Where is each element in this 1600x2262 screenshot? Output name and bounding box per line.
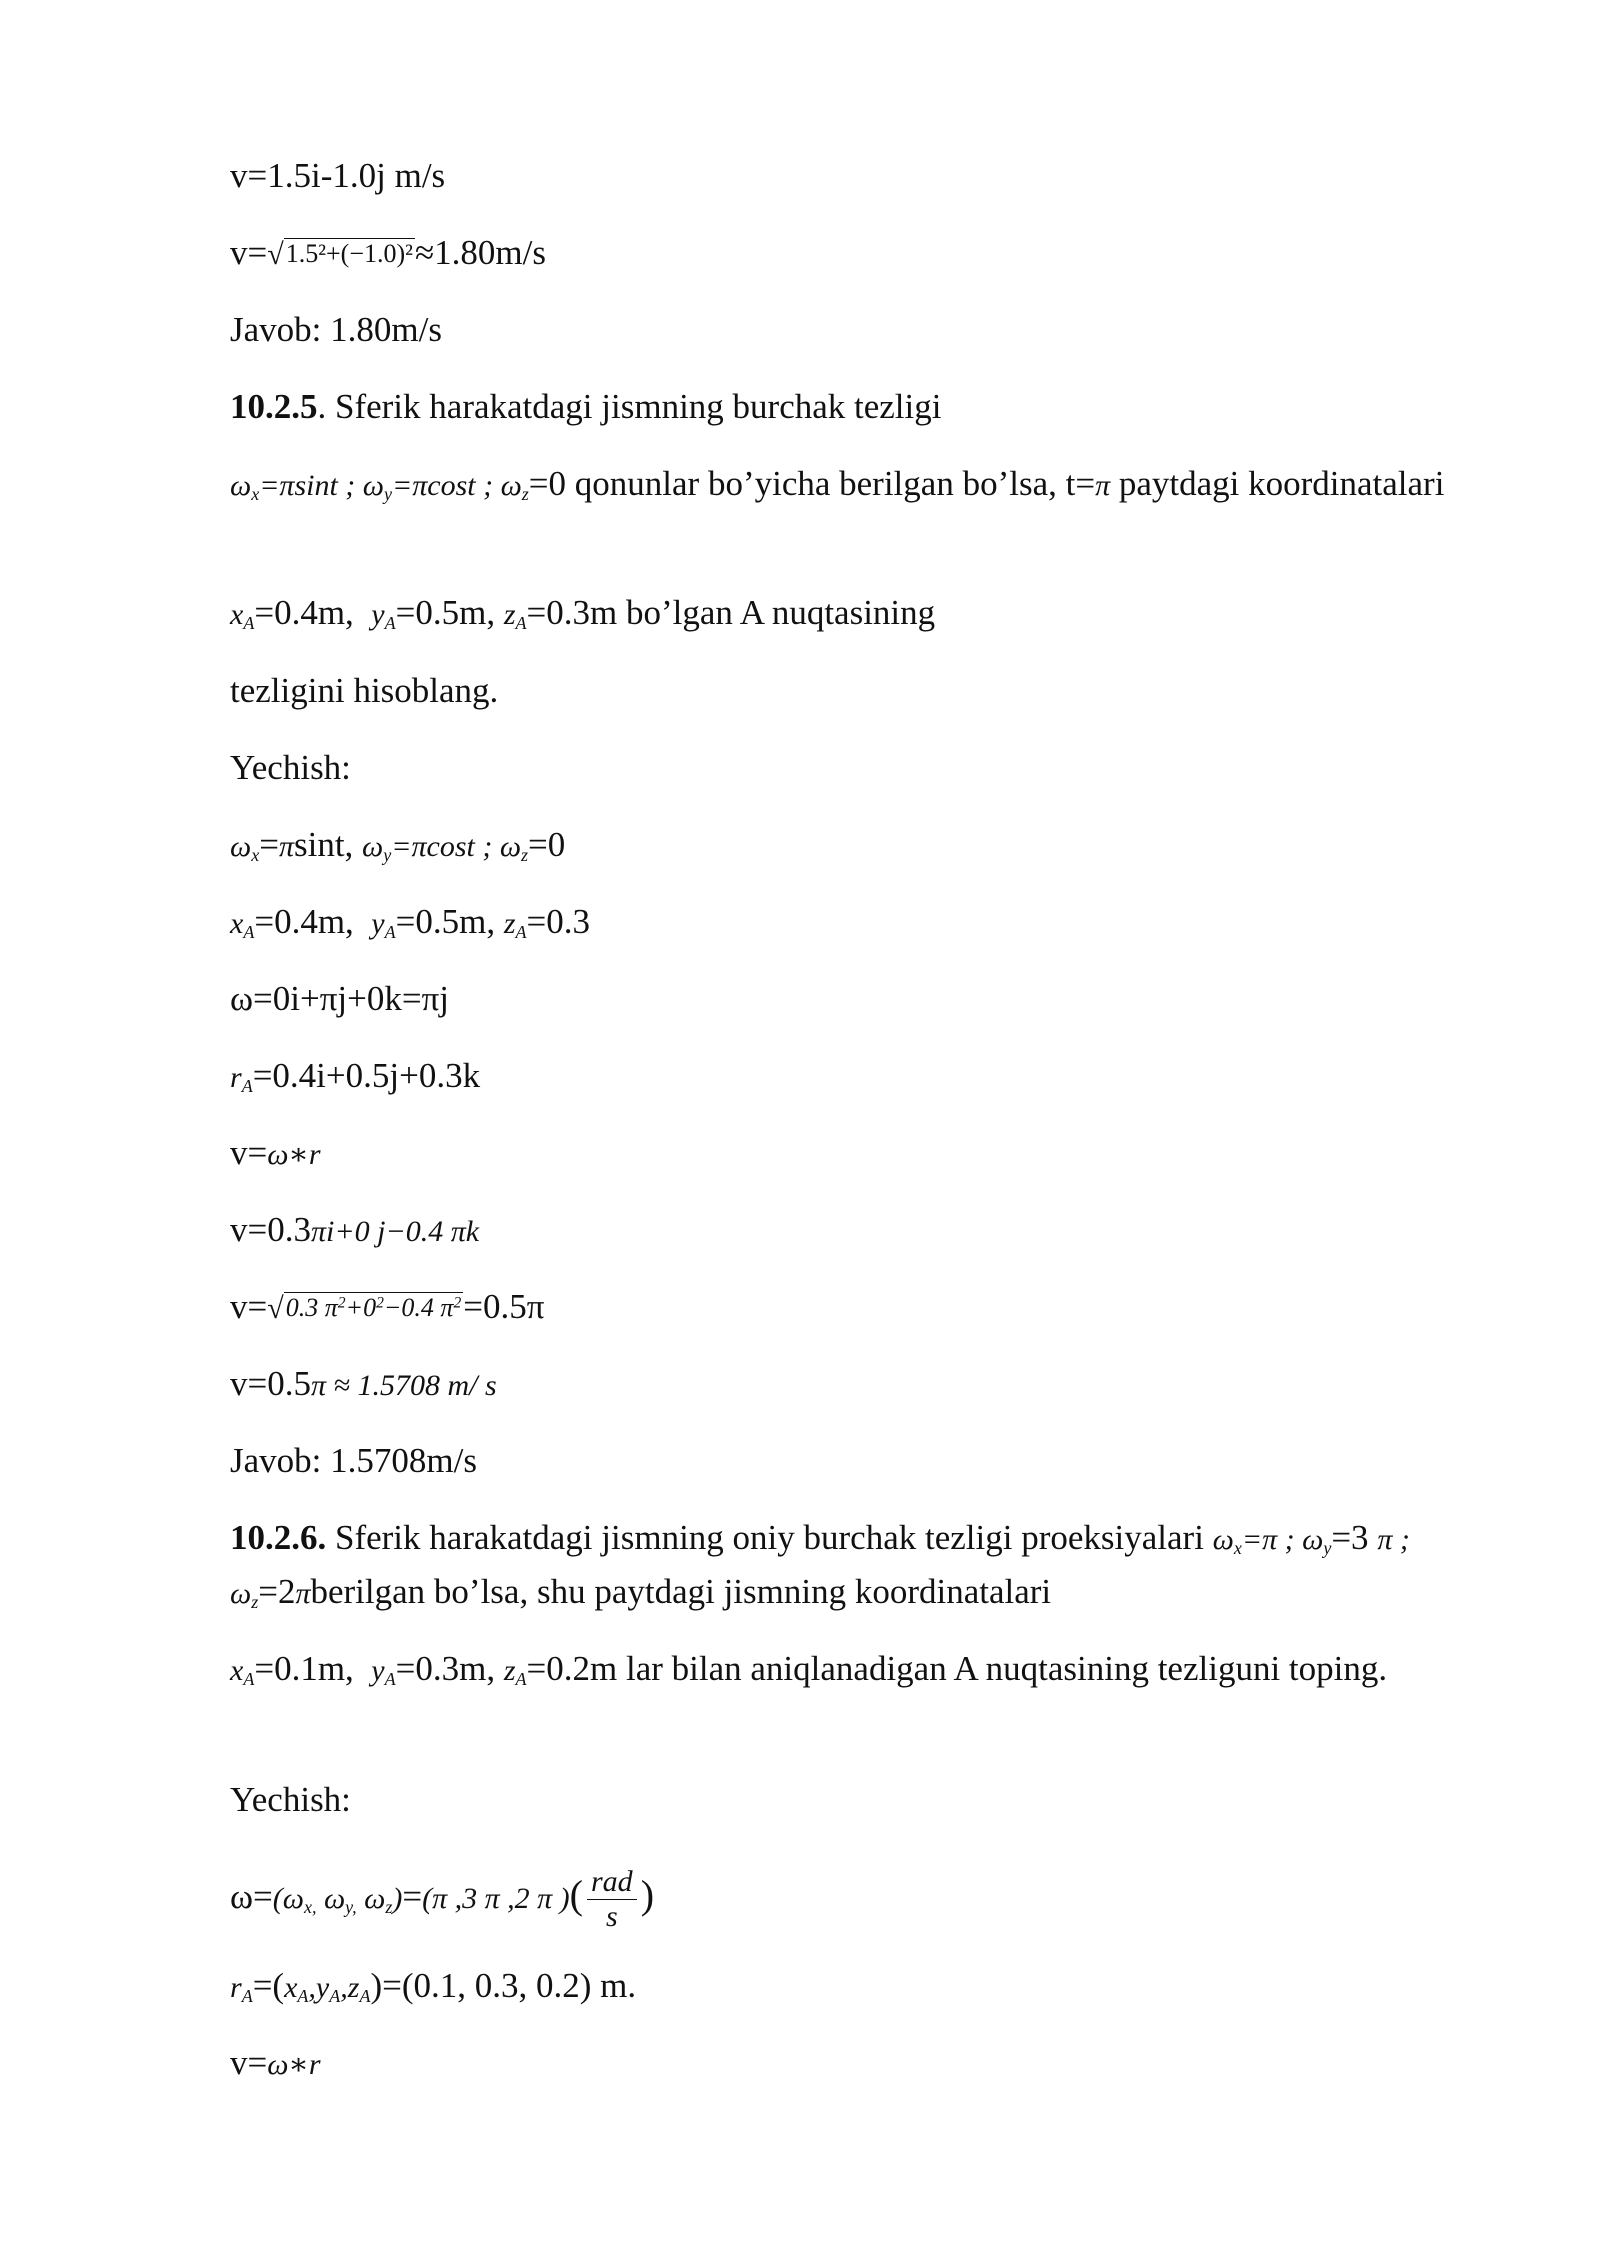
yechish-heading-1	[230, 742, 1480, 794]
velocity-magnitude-line: v=√1.5²+(−1.0)²≈1.80m/s	[230, 233, 546, 272]
v-components: πi+0 j−0.4 πk	[311, 1215, 480, 1248]
problem-10-2-5-ask	[230, 665, 1480, 717]
omega-tuple: (π ,3 π ,2 π )	[422, 1882, 570, 1915]
coords-text: bo’lgan A nuqtasining	[617, 593, 936, 632]
yechish-label: Yechish:	[230, 748, 351, 787]
problem-number: 10.2.5	[230, 387, 318, 426]
frac-den: s	[606, 1900, 618, 1934]
answer-line-1	[230, 304, 1480, 356]
omega-vector	[230, 973, 1480, 1025]
frac-num: rad	[587, 1865, 637, 1900]
yechish-heading-2	[230, 1774, 1480, 1826]
omega-components: $\omega_x=\pi\sin t$, $\omega_y=\pi\cos t$ ; $\omega_z=0$	[230, 825, 566, 866]
cross-product-line-1: v=ω∗r	[230, 1133, 321, 1172]
v-approx: ≈1.80m/s	[414, 233, 546, 272]
velocity-vector-line	[230, 150, 1480, 202]
velocity-magnitude-2: v=√0.3 $\pi^2+0^2-0.4$ $\pi^2=0.5\pi$	[230, 1287, 545, 1326]
answer-line-2	[230, 1435, 1480, 1487]
problem-title-2a: Sferik harakatdagi jismning oniy burchak tezligi proeksiyalari	[326, 1518, 1213, 1557]
problem-10-2-5-heading	[230, 381, 1480, 433]
velocity-result	[230, 1204, 1480, 1258]
omega-vector-text: ω=0i+πj+0k=πj	[230, 979, 450, 1018]
v-eq: v=	[230, 233, 268, 272]
sqrt-radicand-2: 0.3 $\pi^2+0^2-0.4$ $\pi^2$	[285, 1293, 462, 1322]
rA-vector: $r_A=0.4i+0.5j+0.3k$	[230, 1056, 481, 1097]
law-text-2: paytdagi koordinatalari	[1110, 464, 1445, 503]
rA-vector-text: =0.4i+0.5j+0.3k	[252, 1056, 481, 1095]
vmag-prefix: v=	[230, 1287, 268, 1326]
problem-number-2: 10.2.6.	[230, 1518, 327, 1557]
pi-symbol: π	[1095, 469, 1111, 502]
omega-tuple-line: $\omega=(\omega_{x,}$ $\omega_{y,}$ $\omega_z)=(\pi$ ,3 π ,2 π )( $\frac{\text{rad}}{s}$ )	[230, 1865, 655, 1934]
vapprox-value: π ≈ 1.5708 m/ s	[311, 1369, 497, 1402]
answer-text: Javob: 1.80m/s	[230, 310, 442, 349]
vmag-result: =0.5π	[463, 1287, 545, 1326]
rA-tuple: =(0.1, 0.3, 0.2) m.	[382, 1966, 637, 2005]
problem-title: . Sferik harakatdagi jismning burchak tezligi	[317, 387, 942, 426]
problem-10-2-6-heading: 10.2.6. Sferik harakatdagi jismning oniy burchak tezligi proeksiyalari $\omega_x=\pi$ ; $\omega_y=3$ π ; $\omega_z=2\pi berilgan$ bo’lsa, shu paytdagi jismning koordinatalari	[230, 1518, 1410, 1613]
coords-text-2: lar bilan aniqlanadigan A nuqtasining tezliguni toping.	[617, 1649, 1388, 1688]
vapprox-prefix: v=0.5	[230, 1364, 311, 1403]
problem-title-2b: berilgan bo’lsa, shu paytdagi jismning koordinatalari	[310, 1572, 1052, 1611]
rad-per-s-fraction	[587, 1865, 637, 1934]
ask-text: tezligini hisoblang.	[230, 671, 499, 710]
yechish-label-2: Yechish:	[230, 1780, 351, 1819]
law-text: qonunlar bo’yicha berilgan bo’lsa, t=	[574, 464, 1096, 503]
rA-tuple-line: $r_A=(x_A,y_A,z_A)=(0.1$, 0.3, 0.2) m.	[230, 1966, 637, 2007]
problem-10-2-5-law: $\omega_x=\pi\sin t$ ; $\omega_y=\pi\cos t$ ; $\omega_z=0$ qonunlar bo’yicha berilgan bo’lsa, t=π paytdagi koordinatalari	[230, 464, 1445, 505]
cross-product-line-2: v=ω∗r	[230, 2043, 321, 2082]
answer-text-2: Javob: 1.5708m/s	[230, 1441, 477, 1480]
problem-10-2-6-coords: $x_A=0.1m$, $y_A=0.3m$, $z_A=0.2m$ lar bilan aniqlanadigan A nuqtasining tezliguni toping.	[230, 1649, 1388, 1690]
problem-10-2-5-coords: $x_A=0.4m$, $y_A=0.5m$, $z_A=0.3m$ bo’lgan A nuqtasining	[230, 593, 936, 634]
velocity-vector: v=1.5i-1.0j m/s	[230, 156, 446, 195]
sqrt-radicand: 1.5²+(−1.0)²	[285, 239, 413, 268]
velocity-approx	[230, 1358, 1480, 1412]
v-prefix: v=0.3	[230, 1210, 311, 1249]
coords-restated: $x_A=0.4m$, $y_A=0.5m$, $z_A=0.3$	[230, 902, 591, 943]
